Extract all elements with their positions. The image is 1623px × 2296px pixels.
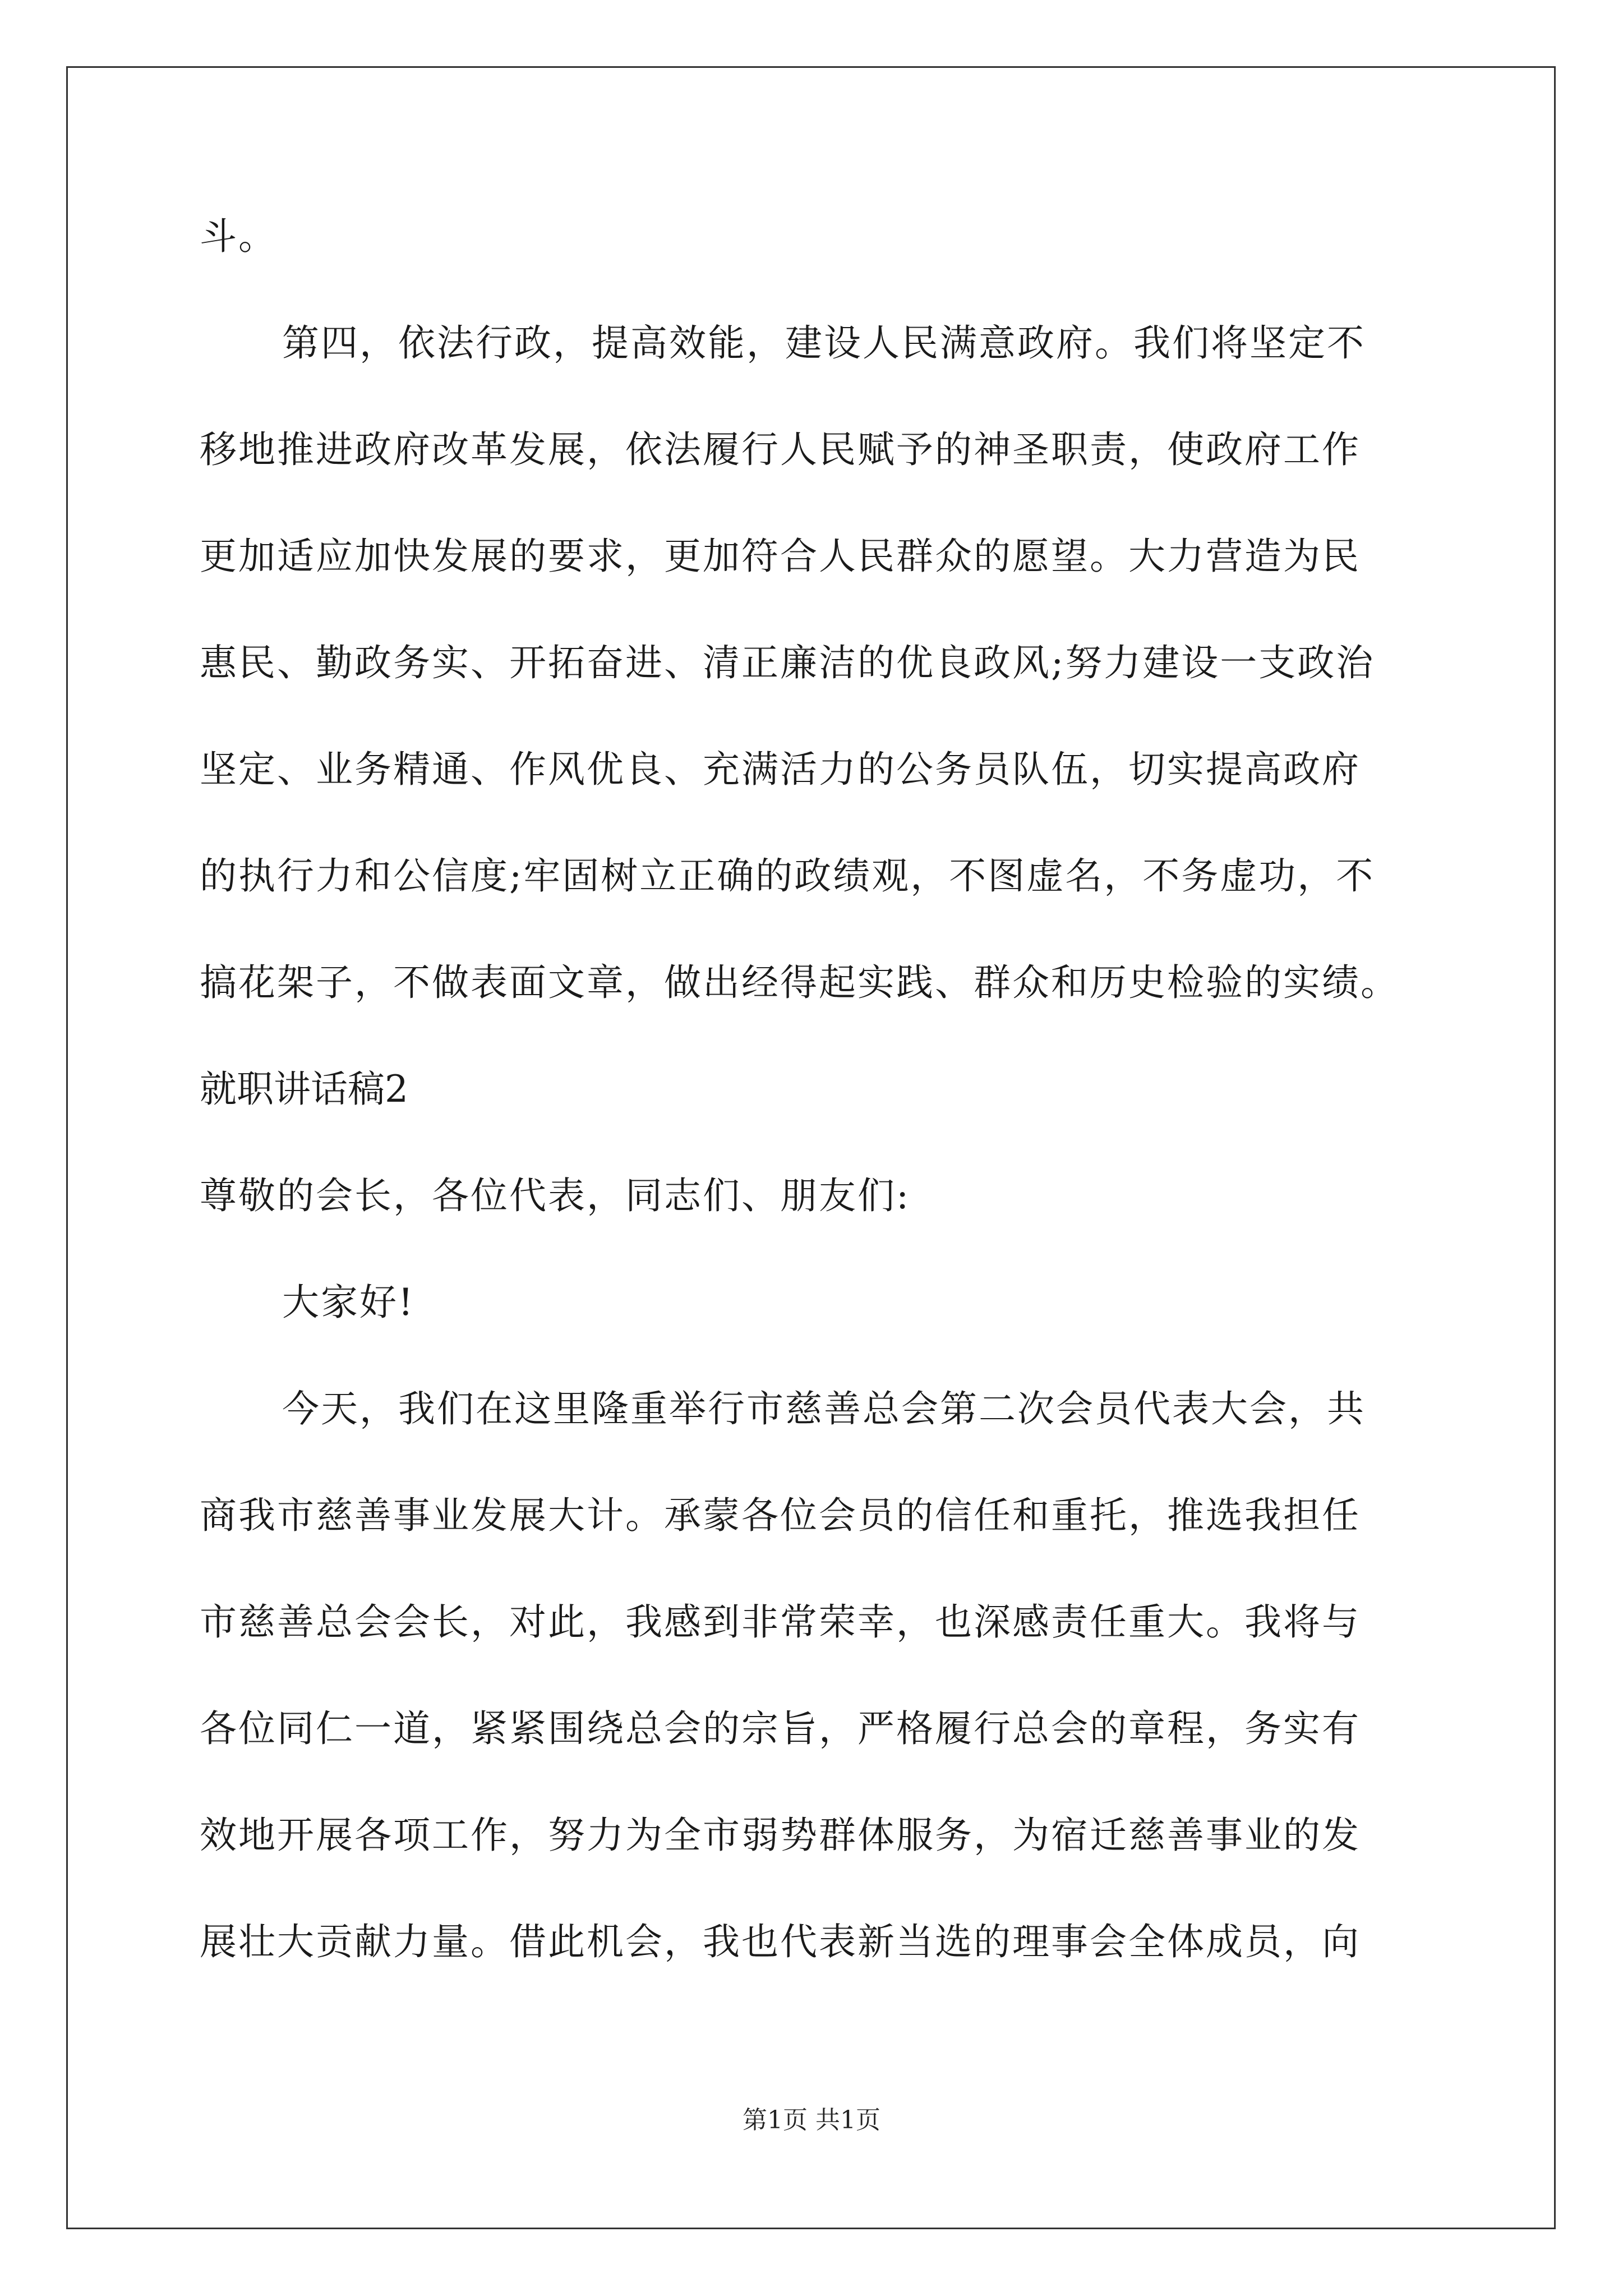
text-line: 斗。 (200, 215, 277, 258)
text-line: 的执行力和公信度;牢固树立正确的政绩观，不图虚名，不务虚功，不 (200, 854, 1375, 898)
text-line: 搞花架子，不做表面文章，做出经得起实践、群众和历史检验的实绩。 (200, 961, 1399, 1004)
paragraph-line: 第四，依法行政，提高效能，建设人民满意政府。我们将坚定不 (282, 321, 1366, 365)
paragraph-line: 今天，我们在这里隆重举行市慈善总会第二次会员代表大会，共 (282, 1387, 1366, 1430)
text-line: 商我市慈善事业发展大计。承蒙各位会员的信任和重托，推选我担任 (200, 1494, 1361, 1537)
section-heading: 就职讲话稿2 (200, 1068, 408, 1111)
greeting: 大家好! (282, 1281, 415, 1324)
text-line: 更加适应加快发展的要求，更加符合人民群众的愿望。大力营造为民 (200, 535, 1361, 578)
text-line: 坚定、业务精通、作风优良、充满活力的公务员队伍，切实提高政府 (200, 748, 1361, 791)
text-line: 移地推进政府改革发展，依法履行人民赋予的神圣职责，使政府工作 (200, 428, 1361, 471)
page-border (66, 66, 1556, 2229)
page-number-footer: 第1页 共1页 (743, 2106, 880, 2134)
text-line: 各位同仁一道，紧紧围绕总会的宗旨，严格履行总会的章程，务实有 (200, 1707, 1361, 1750)
text-line: 惠民、勤政务实、开拓奋进、清正廉洁的优良政风;努力建设一支政治 (200, 641, 1375, 684)
text-line: 市慈善总会会长，对此，我感到非常荣幸，也深感责任重大。我将与 (200, 1600, 1361, 1644)
text-line: 展壮大贡献力量。借此机会，我也代表新当选的理事会全体成员，向 (200, 1920, 1361, 1963)
salutation: 尊敬的会长，各位代表，同志们、朋友们: (200, 1174, 911, 1217)
text-line: 效地开展各项工作，努力为全市弱势群体服务，为宿迁慈善事业的发 (200, 1814, 1361, 1857)
